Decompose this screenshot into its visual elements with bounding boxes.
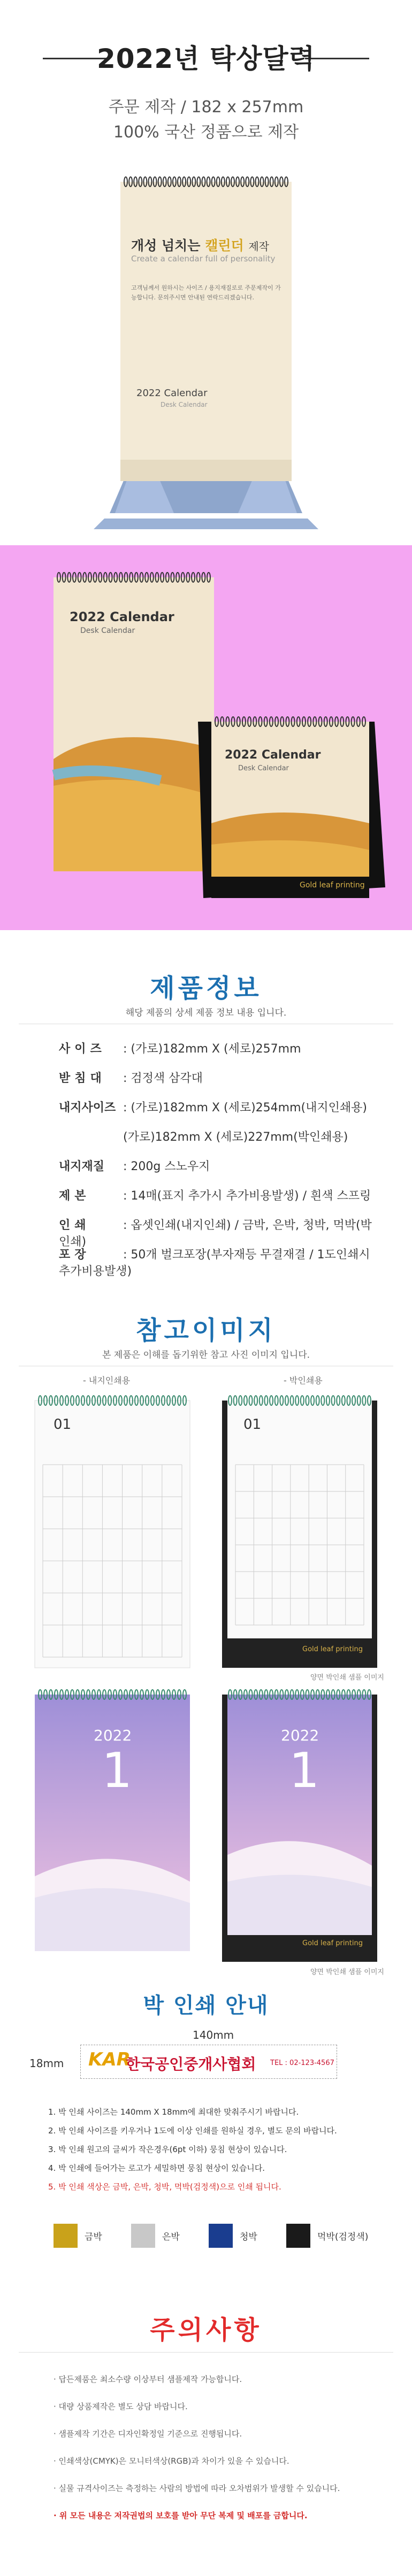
showcase-right-title: 2022 Calendar	[225, 748, 321, 762]
caution-item: · 위 모든 내용은 저작권법의 보호를 받아 무단 복제 및 배포를 금합니다.	[54, 2511, 308, 2520]
showcase-calendars-image	[0, 545, 412, 930]
ref-note-1: 양면 박인쇄 샘플 이미지	[310, 1674, 384, 1682]
caution-title: 주의사항	[150, 2315, 262, 2345]
caution-item: · 답든제품은 최소수량 이상부터 샘플제작 가능합니다.	[54, 2374, 242, 2384]
hero-headline-post: 제작	[248, 240, 269, 253]
info-row-binding: 제본 : 14매(표지 추가시 추가비용발생) / 흰색 스프링	[59, 1189, 371, 1203]
showcase-left-title: 2022 Calendar	[70, 609, 174, 624]
header-section	[0, 0, 412, 588]
product-info-subtitle: 해당 제품의 상세 제품 정보 내용 입니다.	[125, 1008, 287, 1018]
logo-mark-icon: KAR	[88, 2049, 131, 2070]
caution-list	[54, 2373, 375, 2537]
info-row-stand: 받침대 : 검정색 삼각대	[59, 1072, 203, 1085]
ref-month-left: 01	[54, 1417, 72, 1433]
showcase-right-sub: Desk Calendar	[238, 764, 289, 772]
info-row-size: 사이즈 : (가로)182mm X (세로)257mm	[59, 1042, 301, 1056]
ref-note-2: 양면 박인쇄 샘플 이미지	[310, 1968, 384, 1976]
info-row-print: 인쇄 : 옵셋인쇄(내지인쇄) / 금박, 은박, 청박, 먹박(박인쇄)	[59, 1219, 372, 1249]
caution-item: · 인쇄색상(CMYK)은 모니터색상(RGB)과 차이가 있을 수 있습니다.	[54, 2456, 289, 2466]
info-row-inner-size-foil: (가로)182mm X (세로)227mm(박인쇄용)	[123, 1131, 348, 1144]
guide-item: 4. 박 인쇄에 들어가는 로고가 세밀하면 뭉침 현상이 있습니다.	[48, 2163, 265, 2173]
ref-caption-inner: - 내지인쇄용	[83, 1375, 131, 1386]
logo-text: 한국공인중개사협회	[126, 2055, 256, 2073]
ref-cover-num-left: 1	[102, 1743, 133, 1799]
ref-gold-label-1: Gold leaf printing	[302, 1645, 363, 1653]
ref-caption-foil: - 박인쇄용	[284, 1375, 323, 1386]
reference-subtitle: 본 제품은 이해를 돕기위한 참고 사진 이미지 입니다.	[102, 1350, 310, 1360]
guide-item: 2. 박 인쇄 사이즈를 키우거나 1도에 이상 인쇄를 원하실 경우, 별도 문의 바랍니다.	[48, 2126, 337, 2136]
ref-cover-year-left: 2022	[94, 1727, 132, 1744]
caution-item: · 대량 상품제작은 별도 상담 바랍니다.	[54, 2402, 188, 2411]
logo-tel: TEL : 02-123-4567	[270, 2059, 334, 2067]
page-title: 2022년 탁상달력	[96, 43, 316, 74]
hero-calendar-image	[94, 150, 318, 535]
hero-body-text: 고객님께서 원하시는 사이즈 / 용지재질로로 주문제작이 가능합니다. 문의주시면 안내된 연락드리겠습니다.	[131, 284, 281, 301]
hero-tagline: Create a calendar full of personality	[131, 254, 276, 264]
showcase-banner	[0, 545, 412, 930]
swatch-black	[286, 2224, 310, 2248]
hero-cal-sub: Desk Calendar	[161, 401, 208, 408]
info-row-inner-size: 내지사이즈 : (가로)182mm X (세로)254mm(내지인쇄용)	[59, 1101, 367, 1115]
print-guide-title: 박 인쇄 안내	[143, 1993, 269, 2018]
info-row-material: 내지재질 : 200g 스노우지	[59, 1160, 210, 1173]
guide-item: 3. 박 인쇄 원고의 글씨가 작은경우(6pt 이하) 뭉침 현상이 있습니다.	[48, 2145, 287, 2154]
ref-gold-label-2: Gold leaf printing	[302, 1939, 363, 1947]
page-subtitle-origin: 100% 국산 정품으로 제작	[113, 123, 299, 142]
swatch-blue	[209, 2224, 233, 2248]
print-guide-list	[48, 2106, 380, 2200]
guide-item: 1. 박 인쇄 사이즈는 140mm X 18mm에 최대한 맞춰주시기 바랍니다.	[48, 2107, 299, 2117]
dim-height-label: 18mm	[29, 2057, 64, 2070]
showcase-left-sub: Desk Calendar	[80, 626, 135, 635]
hero-headline-pre: 개성 넘치는	[131, 238, 201, 253]
ref-cover-num-right: 1	[289, 1743, 320, 1799]
ref-cover-year-right: 2022	[281, 1727, 319, 1744]
caution-item: · 실물 규격사이즈는 측정하는 사람의 방법에 따라 오차범위가 발생할 수 있습니다.	[54, 2484, 340, 2493]
hero-headline-accent: 캘린더	[205, 238, 244, 253]
foil-swatches: 금박 은박 청박 먹박(검정색)	[54, 2224, 375, 2256]
guide-item: 5. 박 인쇄 색상은 금박, 은박, 청박, 먹박(검정색)으로 인쇄 됩니다.	[48, 2182, 281, 2192]
hero-cal-title: 2022 Calendar	[136, 388, 208, 399]
ref-month-right: 01	[243, 1417, 262, 1433]
info-row-packing: 포장 : 50개 벌크포장(부자재등 무결재결 / 1도인쇄시 추가비용발생)	[59, 1248, 370, 1278]
swatch-gold	[54, 2224, 78, 2248]
swatch-silver	[131, 2224, 155, 2248]
gold-leaf-label: Gold leaf printing	[300, 881, 365, 889]
reference-title: 참고이미지	[136, 1316, 276, 1345]
dim-width-label: 140mm	[193, 2029, 234, 2041]
page-subtitle-size: 주문 제작 / 182 x 257mm	[108, 98, 304, 117]
caution-item: · 샘플제작 기간은 디자인확정일 기준으로 진행됩니다.	[54, 2429, 242, 2439]
product-info-title: 제품정보	[150, 973, 262, 1003]
